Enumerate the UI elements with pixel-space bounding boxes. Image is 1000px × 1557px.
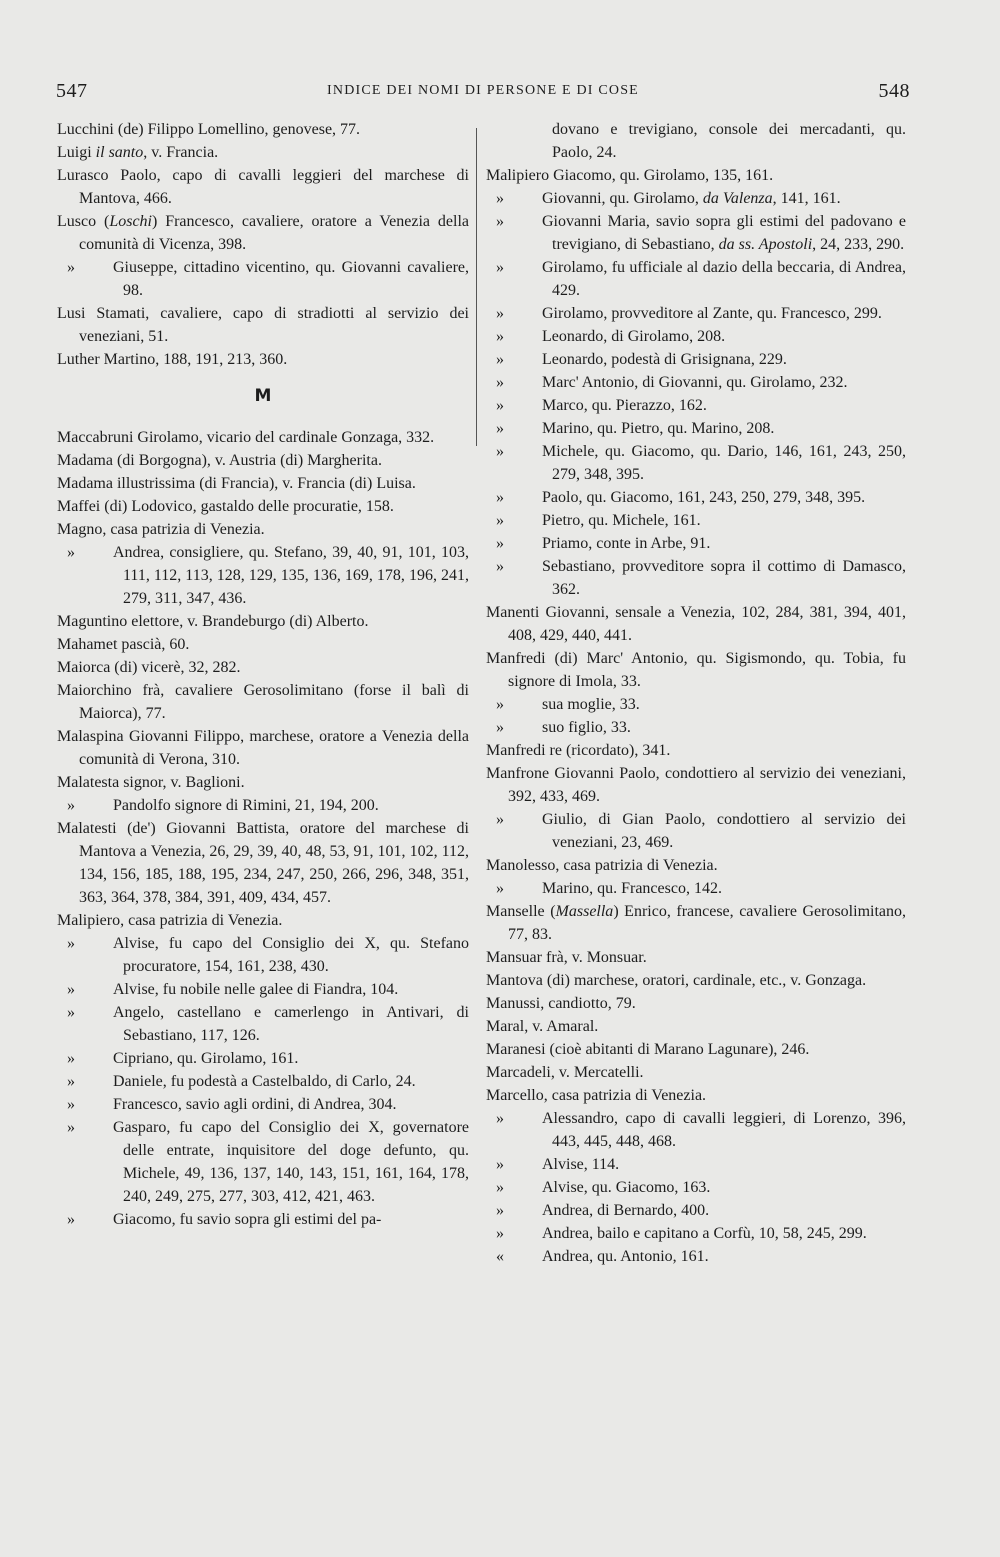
index-subentry: » Alvise, fu nobile nelle galee di Fiandra, 104. <box>57 978 469 1001</box>
ditto-mark: » <box>496 397 504 414</box>
index-subentry: » Girolamo, fu ufficiale al dazio della beccaria, di Andrea, 429. <box>486 256 906 302</box>
index-subentry: » Leonardo, di Girolamo, 208. <box>486 325 906 348</box>
index-subentry: » Alvise, 114. <box>486 1153 906 1176</box>
ditto-mark: » <box>496 1202 504 1219</box>
running-title: INDICE DEI NOMI DI PERSONE E DI COSE <box>327 83 639 98</box>
index-subentry: » Marino, qu. Pietro, qu. Marino, 208. <box>486 417 906 440</box>
index-entry: Manenti Giovanni, sensale a Venezia, 102, 284, 381, 394, 401, 408, 429, 440, 441. <box>486 604 906 644</box>
index-subentry: » Andrea, di Bernardo, 400. <box>486 1199 906 1222</box>
index-entry: Maral, v. Amaral. <box>486 1018 599 1035</box>
index-entry: Malipiero Giacomo, qu. Girolamo, 135, 161. <box>486 167 774 184</box>
ditto-mark: » <box>496 328 504 345</box>
index-subentry: » Giuseppe, cittadino vicentino, qu. Giovanni cavaliere, 98. <box>57 256 469 302</box>
ditto-mark: » <box>496 374 504 391</box>
ditto-mark: » <box>496 719 504 736</box>
index-entry: Lusi Stamati, cavaliere, capo di stradiotti al servizio dei veneziani, 51. <box>57 305 469 345</box>
index-subentry: « Andrea, qu. Antonio, 161. <box>486 1245 906 1268</box>
index-subentry: » Leonardo, podestà di Grisignana, 229. <box>486 348 906 371</box>
index-entry: Maranesi (cioè abitanti di Marano Lagunare), 246. <box>486 1041 810 1058</box>
ditto-mark: » <box>67 544 75 561</box>
index-subentry: » Cipriano, qu. Girolamo, 161. <box>57 1047 469 1070</box>
index-entry-continuation: dovano e trevigiano, console dei mercadanti, qu. Paolo, 24. <box>552 121 906 161</box>
index-entry: Manselle (Massella) Enrico, francese, cavaliere Gerosolimitano, 77, 83. <box>486 903 907 943</box>
ditto-mark: » <box>67 259 75 276</box>
index-entry: Maiorca (di) vicerè, 32, 282. <box>57 659 241 676</box>
ditto-mark: » <box>67 797 75 814</box>
page-number-left: 547 <box>56 80 88 102</box>
index-subentry: » Andrea, consigliere, qu. Stefano, 39, 40, 91, 101, 103, 111, 112, 113, 128, 129, 135, 136, 169, 178, 196, 241, 279, 311, 347, 436. <box>57 541 469 610</box>
index-subentry: » Pietro, qu. Michele, 161. <box>486 509 906 532</box>
index-subentry: » Giacomo, fu savio sopra gli estimi del pa- <box>57 1208 469 1231</box>
index-subentry: » Sebastiano, provveditore sopra il cottimo di Damasco, 362. <box>486 555 906 601</box>
index-subentry: » Pandolfo signore di Rimini, 21, 194, 200. <box>57 794 469 817</box>
index-subentry: » Daniele, fu podestà a Castelbaldo, di Carlo, 24. <box>57 1070 469 1093</box>
ditto-mark: » <box>496 1225 504 1242</box>
index-entry: Manfrone Giovanni Paolo, condottiero al servizio dei veneziani, 392, 433, 469. <box>486 765 906 805</box>
index-subentry: » Giovanni, qu. Girolamo, da Valenza, 141, 161. <box>486 187 906 210</box>
ditto-mark: » <box>67 1050 75 1067</box>
ditto-mark: » <box>496 535 504 552</box>
index-entry: Madama (di Borgogna), v. Austria (di) Margherita. <box>57 452 382 469</box>
ditto-mark: » <box>496 305 504 322</box>
ditto-mark: » <box>496 489 504 506</box>
index-entry: Malipiero, casa patrizia di Venezia. <box>57 912 283 929</box>
index-entry: Mahamet pascià, 60. <box>57 636 190 653</box>
index-entry: Marcadeli, v. Mercatelli. <box>486 1064 644 1081</box>
index-subentry: » suo figlio, 33. <box>486 716 906 739</box>
index-entry: Malatesta signor, v. Baglioni. <box>57 774 245 791</box>
index-entry: Mantova (di) marchese, oratori, cardinale, etc., v. Gonzaga. <box>486 972 867 989</box>
index-subentry: » Marco, qu. Pierazzo, 162. <box>486 394 906 417</box>
ditto-mark: » <box>496 558 504 575</box>
column-divider <box>476 128 477 446</box>
index-subentry: » Paolo, qu. Giacomo, 161, 243, 250, 279, 348, 395. <box>486 486 906 509</box>
index-entry: Mansuar frà, v. Monsuar. <box>486 949 647 966</box>
index-subentry: » Alessandro, capo di cavalli leggieri, di Lorenzo, 396, 443, 445, 448, 468. <box>486 1107 906 1153</box>
index-column-right <box>486 118 906 1268</box>
index-subentry: » Giovanni Maria, savio sopra gli estimi del padovano e trevigiano, di Sebastiano, da ss. Apostoli, 24, 233, 290. <box>486 210 906 256</box>
index-entry: Maffei (di) Lodovico, gastaldo delle procuratie, 158. <box>57 498 394 515</box>
index-entry: Manfredi (di) Marc' Antonio, qu. Sigismondo, qu. Tobia, fu signore di Imola, 33. <box>486 650 906 690</box>
index-subentry: » Angelo, castellano e camerlengo in Antivari, di Sebastiano, 117, 126. <box>57 1001 469 1047</box>
ditto-mark: » <box>67 1211 75 1228</box>
index-entry: Luigi il santo, v. Francia. <box>57 144 219 161</box>
ditto-mark: » <box>67 935 75 952</box>
index-subentry: » Michele, qu. Giacomo, qu. Dario, 146, 161, 243, 250, 279, 348, 395. <box>486 440 906 486</box>
index-entry: Malatesti (de') Giovanni Battista, oratore del marchese di Mantova a Venezia, 26, 29, 39, 40, 48, 53, 91, 101, 102, 112, 134, 156, 185, 188, 195, 234, 247, 250, 266, 296, 348, 351, 363, 364, 378, 384, 391, 409, 434, 457. <box>57 820 469 906</box>
index-entry: Lucchini (de) Filippo Lomellino, genovese, 77. <box>57 121 361 138</box>
index-entry: Malaspina Giovanni Filippo, marchese, oratore a Venezia della comunità di Verona, 310. <box>57 728 469 768</box>
index-subentry: » Gasparo, fu capo del Consiglio dei X, governatore delle entrate, inquisitore del doge defunto, qu. Michele, 49, 136, 137, 140, 143, 151, 161, 164, 178, 240, 249, 275, 277, 303, 412, 421, 463. <box>57 1116 469 1208</box>
ditto-mark: » <box>496 811 504 828</box>
index-subentry: » Marc' Antonio, di Giovanni, qu. Girolamo, 232. <box>486 371 906 394</box>
index-subentry: » Andrea, bailo e capitano a Corfù, 10, 58, 245, 299. <box>486 1222 906 1245</box>
ditto-mark: » <box>67 1096 75 1113</box>
index-entry: Lurasco Paolo, capo di cavalli leggieri del marchese di Mantova, 466. <box>57 167 469 207</box>
index-subentry: » Alvise, qu. Giacomo, 163. <box>486 1176 906 1199</box>
index-subentry: » Alvise, fu capo del Consiglio dei X, qu. Stefano procuratore, 154, 161, 238, 430. <box>57 932 469 978</box>
index-entry: Manolesso, casa patrizia di Venezia. <box>486 857 718 874</box>
ditto-mark: » <box>67 1119 75 1136</box>
ditto-mark: » <box>67 1004 75 1021</box>
section-letter: M <box>254 386 272 406</box>
index-entry: Madama illustrissima (di Francia), v. Francia (di) Luisa. <box>57 475 416 492</box>
ditto-mark: » <box>67 981 75 998</box>
index-entry: Magno, casa patrizia di Venezia. <box>57 521 265 538</box>
index-entry: Manussi, candiotto, 79. <box>486 995 636 1012</box>
ditto-mark: » <box>496 512 504 529</box>
index-subentry: » Giulio, di Gian Paolo, condottiero al servizio dei veneziani, 23, 469. <box>486 808 906 854</box>
ditto-mark: » <box>496 213 504 230</box>
index-entry: Maccabruni Girolamo, vicario del cardinale Gonzaga, 332. <box>57 429 435 446</box>
page-number-right: 548 <box>878 80 910 102</box>
ditto-mark: » <box>496 190 504 207</box>
index-subentry: » Girolamo, provveditore al Zante, qu. Francesco, 299. <box>486 302 906 325</box>
ditto-mark: » <box>496 696 504 713</box>
ditto-mark: » <box>496 1156 504 1173</box>
index-column-left <box>57 118 469 1231</box>
index-entry: Lusco (Loschi) Francesco, cavaliere, oratore a Venezia della comunità di Vicenza, 398. <box>57 213 469 253</box>
index-entry: Marcello, casa patrizia di Venezia. <box>486 1087 707 1104</box>
ditto-mark: » <box>496 1110 504 1127</box>
index-subentry: » Priamo, conte in Arbe, 91. <box>486 532 906 555</box>
ditto-mark: » <box>496 351 504 368</box>
index-entry: Maiorchino frà, cavaliere Gerosolimitano (forse il balì di Maiorca), 77. <box>57 682 469 722</box>
page-header <box>56 80 910 104</box>
ditto-mark: » <box>496 420 504 437</box>
index-subentry: » Marino, qu. Francesco, 142. <box>486 877 906 900</box>
ditto-mark: » <box>496 880 504 897</box>
ditto-mark: » <box>496 259 504 276</box>
index-entry: Maguntino elettore, v. Brandeburgo (di) Alberto. <box>57 613 369 630</box>
ditto-mark: « <box>496 1248 504 1265</box>
index-subentry: » Francesco, savio agli ordini, di Andrea, 304. <box>57 1093 469 1116</box>
index-entry: Luther Martino, 188, 191, 213, 360. <box>57 351 288 368</box>
ditto-mark: » <box>496 1179 504 1196</box>
ditto-mark: » <box>67 1073 75 1090</box>
index-entry: Manfredi re (ricordato), 341. <box>486 742 671 759</box>
index-subentry: » sua moglie, 33. <box>486 693 906 716</box>
ditto-mark: » <box>496 443 504 460</box>
